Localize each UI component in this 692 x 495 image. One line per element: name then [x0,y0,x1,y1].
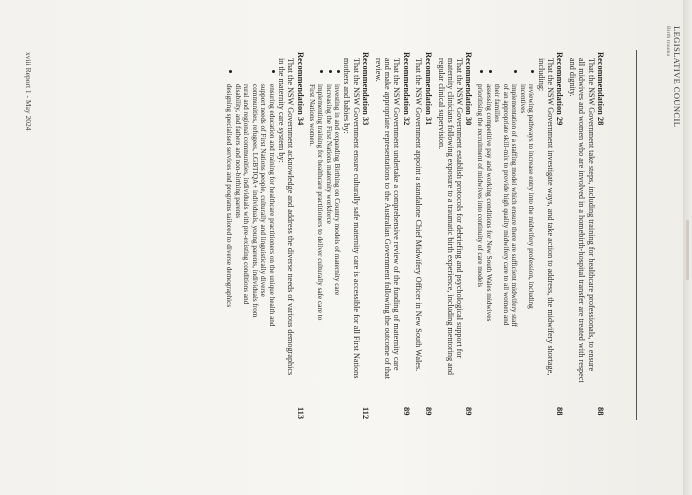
recommendation-heading: Recommendation 28 88 [596,52,605,416]
bullet-text-line: communities, refugees, LGBTIQA+ individuals, young parents, individuals from [250,84,259,318]
bullet-text-line: assessing competitive pay and working conditions for New South Wales midwives [484,84,493,322]
bullet-text-line: investing in and expanding Birthing on Country models of maternity care [333,84,341,296]
bullet-text-line: First Nations women. [307,84,316,147]
bullet-icon [229,70,232,73]
recommendation-text-line: That the NSW Government undertake a comprehensive review of the funding of maternity care [392,58,402,371]
page-reference: 113 [295,407,305,420]
bullet-text-line: rural and regional communities, individuals with pre-existing conditions and [242,84,251,305]
bullet-text-line: ensuring education and training for healthcare practitioners on the unique health and [267,84,276,327]
recommendation-heading: Recommendation 30 89 [464,52,474,416]
recommendation-text-line: mothers and babies by: [342,58,352,134]
running-header [665,26,682,127]
scrollbar[interactable] [686,220,689,280]
bullet-text-line: support needs of First Nations people, culturally and linguistically diverse [259,84,268,297]
bullet-icon [489,70,492,73]
recommendation-text-line: That the NSW Government acknowledge and address the diverse needs of various demographics [286,58,296,376]
bullet-text-line: of an appropriate skill-mix to provide high quality midwifery care to all women and [501,84,510,326]
recommendation-text-line: regular clinical supervision. [436,58,446,150]
recommendation-text-line: in the maternity care system by: [276,58,286,163]
recommendation-text-line: That the NSW Government ensure culturally safe maternity care is accessible for all First Nations [351,58,361,379]
page-reference: 89 [401,407,411,416]
bullet-text-line: designing specialised services and programs tailored to diverse demographics [225,84,234,308]
bullet-icon [320,70,323,73]
recommendation-text-line: including: [536,58,546,92]
recommendation-heading: Recommendation 32 89 [401,52,411,416]
bullet-text-line: their families [493,84,502,123]
recommendation-text-line: and make appropriate representations to the Australian Government following the outcome of that [383,58,392,380]
running-footer: xviii Report 1 - May 2024 [24,52,33,131]
page-reference: 112 [360,407,370,420]
bullet-icon [337,70,340,73]
bullet-text-line: reviewing pathways to increase entry into the midwifery profession, including [527,84,536,309]
bullet-text-line: disability, and fathers and non-birthing parents [233,84,242,219]
bullet-icon [514,70,517,73]
header-rule [636,50,637,420]
header-title: LEGISLATIVE COUNCIL [672,26,682,128]
bullet-icon [329,70,332,73]
recommendation-text-line: maternity clinicians following exposure to a traumatic birth experience, including mentoring and [445,58,455,375]
recommendation-heading: Recommendation 34 113 [295,52,305,420]
bullet-icon [480,70,483,73]
bullet-text-line: implementing training for healthcare practitioners to deliver culturally safe care to [316,84,324,321]
recommendation-text-line: and dignity. [568,58,578,97]
page-reference: 88 [555,407,565,416]
page-reference: 88 [596,407,605,416]
header-subtitle: Birth trauma [665,26,671,57]
recommendation-text-line: That the NSW Government appoint a standalone Chief Midwifery Officer in New South Wales. [414,58,424,372]
recommendation-text-line: That the NSW Government investigate ways, and take action to address, the midwifery shortage, [546,58,555,376]
recommendation-heading: Recommendation 31 89 [423,52,433,416]
bullet-text-line: prioritising the recruitment of midwives into continuity of care models [476,84,485,288]
bullet-icon [272,70,275,73]
page-reference: 89 [423,407,433,416]
recommendation-text-line: That the NSW Government take steps, including training for healthcare professionals, to ensure [586,58,596,372]
bullet-icon [531,70,534,73]
recommendation-heading: Recommendation 29 88 [555,52,565,416]
recommendation-text-line: all midwives and women who are involved in a homebirth-hospital transfer are treated with respect [577,58,587,383]
recommendation-text-line: review. [373,58,383,82]
bullet-text-line: increasing the First Nations maternity workforce [324,84,333,224]
recommendation-text-line: That the NSW Government establish protocols for debriefing and psychological support for [455,58,465,359]
recommendation-heading: Recommendation 33 112 [360,52,370,420]
page-reference: 89 [464,407,474,416]
bullet-text-line: incentives [518,84,527,114]
bullet-text-line: implementation of a staffing model which ensure there are sufficient midwifery staff [510,84,519,327]
